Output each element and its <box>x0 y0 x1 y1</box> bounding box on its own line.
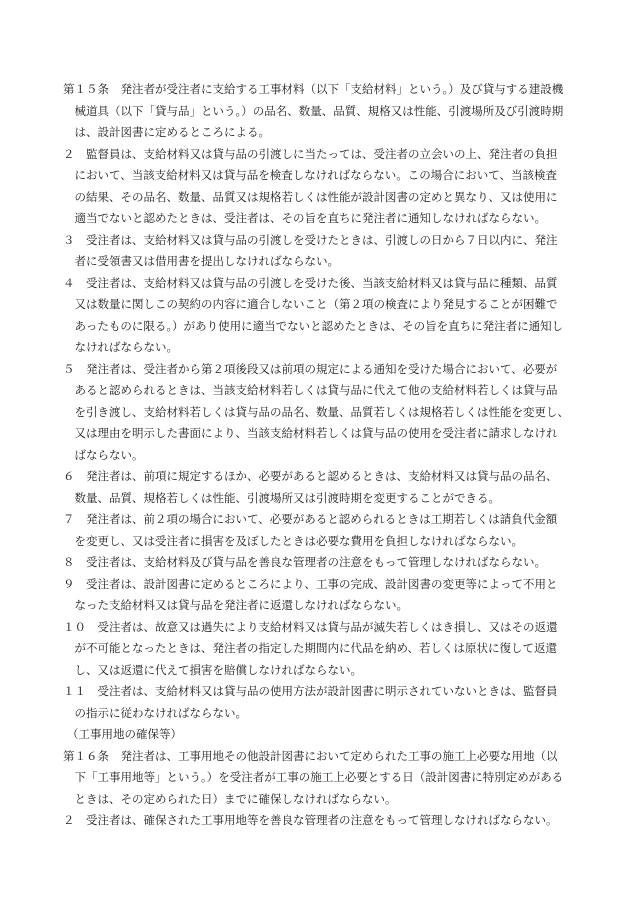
article-16-paragraph-2 <box>63 810 590 832</box>
article-16-line-1: 第１６条 発注者は、工事用地その他設計図書において定められた工事の施工上必要な用地（以 <box>63 748 558 763</box>
paragraph-line: において、当該支給材料又は貸与品を検査しなければならない。この場合において、当該検査 <box>74 168 558 182</box>
paragraph-line: 又は数量に関しこの契約の内容に適合しないこと（第２項の検査により発見することが困難で <box>74 297 558 311</box>
article-15-paragraph-2 <box>63 144 590 230</box>
paragraph-line: が不可能となったときは、発注者の指定した期間内に代品を納め、若しくは原状に復して返還 <box>74 641 558 655</box>
paragraph-line: ５ 発注者は、受注者から第２項後段又は前項の規定による通知を受けた場合において、必要が <box>63 361 558 376</box>
article-16-line-2: 下「工事用地等」という。）を受注者が工事の施工上必要とする日（設計図書に特別定めがある <box>74 770 564 784</box>
paragraph-line: あったものに限る。）があり使用に適当でないと認めたときは、その旨を直ちに発注者に通知し <box>74 318 564 333</box>
article-15-paragraph-11 <box>63 681 590 724</box>
paragraph-line: ９ 受注者は、設計図書に定めるところにより、工事の完成、設計図書の変更等によって不用と <box>63 576 558 591</box>
paragraph-line: の結果、その品名、数量、品質又は規格若しくは性能が設計図書の定めと異なり、又は使用に <box>74 189 558 204</box>
article-15-line-2: 械道具（以下「貸与品」という。）の品名、数量、品質、規格又は性能、引渡場所及び引渡時期 <box>74 103 564 118</box>
paragraph-line: ６ 発注者は、前項に規定するほか、必要があると認めるときは、支給材料又は貸与品の品名、 <box>63 469 558 483</box>
paragraph-line: ４ 受注者は、支給材料又は貸与品の引渡しを受けた後、当該支給材料又は貸与品に種類、品質 <box>63 275 558 290</box>
article-15-paragraph-6 <box>63 466 590 509</box>
article-16 <box>63 746 590 811</box>
paragraph-line: ２ 監督員は、支給材料又は貸与品の引渡しに当たっては、受注者の立会いの上、発注者の負担 <box>63 146 558 161</box>
paragraph-line: １１ 受注者は、支給材料又は貸与品の使用方法が設計図書に明示されていないときは、監督員 <box>63 684 558 698</box>
paragraph-line: 適当でないと認めたときは、受注者は、その旨を直ちに発注者に通知しなければならない。 <box>74 211 546 225</box>
paragraph-line: の指示に従わなければならない。 <box>74 705 247 720</box>
article-15-paragraph-4 <box>63 273 590 359</box>
paragraph-line: を引き渡し、支給材料若しくは貸与品の品名、数量、品質若しくは規格若しくは性能を変更し、 <box>74 404 569 419</box>
article-15-paragraph-5 <box>63 359 590 467</box>
article-15-paragraph-3 <box>63 230 590 273</box>
article-16-line-3: ときは、その定められた日）までに確保しなければならない。 <box>74 791 397 806</box>
paragraph-line: なければならない。 <box>74 340 178 354</box>
paragraph-line: ７ 発注者は、前２項の場合において、必要があると認められるときは工期若しくは請負代金額 <box>63 512 558 526</box>
paragraph-line: ２ 受注者は、確保された工事用地等を善良な管理者の注意をもって管理しなければならない。 <box>63 813 558 827</box>
paragraph-line: あると認められるときは、当該支給材料若しくは貸与品に代えて他の支給材料若しくは貸与品 <box>74 383 558 397</box>
paragraph-line: ８ 受注者は、支給材料及び貸与品を善良な管理者の注意をもって管理しなければならない。 <box>63 555 546 569</box>
paragraph-line: を変更し、又は受注者に損害を及ぼしたときは必要な費用を負担しなければならない。 <box>74 533 523 548</box>
article-15-paragraph-9 <box>63 574 590 617</box>
article-15 <box>63 79 590 144</box>
paragraph-line: 数量、品質、規格若しくは性能、引渡場所又は引渡時期を変更することができる。 <box>74 490 500 505</box>
article-15-line-3: は、設計図書に定めるところによる。 <box>74 125 270 139</box>
paragraph-line: 者に受領書又は借用書を提出しなければならない。 <box>74 254 339 268</box>
paragraph-line: ３ 受注者は、支給材料又は貸与品の引渡しを受けたときは、引渡しの日から７日以内に、発注 <box>63 232 558 247</box>
paragraph-line: １０ 受注者は、故意又は過失により支給材料又は貸与品が滅失若しくはき損し、又はその返還 <box>63 619 558 634</box>
article-15-paragraph-7 <box>63 509 590 552</box>
paragraph-line: し、又は返還に代えて損害を賠償しなければならない。 <box>74 662 362 677</box>
article-15-paragraph-10 <box>63 617 590 682</box>
paragraph-line: ばならない。 <box>74 447 144 462</box>
paragraph-line: 又は理由を明示した書面により、当該支給材料若しくは貸与品の使用を受注者に請求しなけれ <box>74 426 558 440</box>
article-16-heading: （工事用地の確保等） <box>67 727 182 741</box>
article-15-line-1: 第１５条 発注者が受注者に支給する工事材料（以下「支給材料」という。）及び貸与する建設機 <box>63 82 564 96</box>
article-15-paragraph-8 <box>63 552 590 574</box>
paragraph-line: なった支給材料又は貸与品を発注者に返還しなければならない。 <box>74 598 408 612</box>
